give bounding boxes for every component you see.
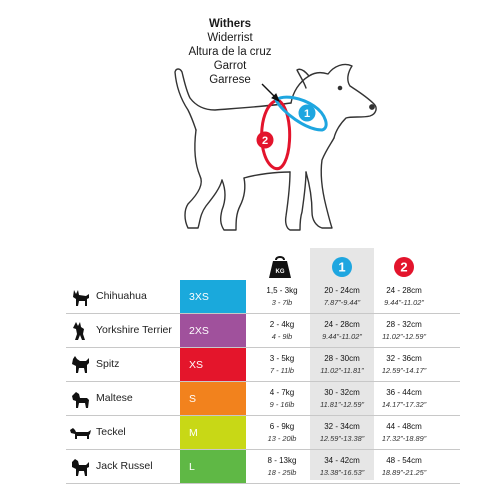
chest-cell: 32 - 36cm 12.59”-14.17” (381, 354, 427, 375)
marker-2 (257, 132, 274, 149)
neck-cell: 28 - 30cm 11.02”-11.81” (320, 354, 364, 375)
row-divider (66, 483, 460, 484)
chest-marker-icon (391, 254, 417, 280)
svg-text:2: 2 (400, 259, 408, 275)
breed-name: Chihuahua (96, 290, 147, 302)
dog-outline (175, 64, 376, 230)
size-badge: M (180, 416, 246, 450)
neck-marker-icon (329, 254, 355, 280)
breed-name: Teckel (96, 426, 126, 438)
size-badge: L (180, 450, 246, 484)
marker-1 (299, 105, 316, 122)
breed-name: Yorkshire Terrier (96, 324, 172, 336)
chest-cell: 36 - 44cm 14.17”-17.32” (381, 388, 427, 409)
svg-text:2: 2 (261, 135, 269, 147)
size-badge: S (180, 382, 246, 416)
teckel-icon (68, 422, 92, 444)
table-row (0, 416, 500, 450)
neck-cell: 30 - 32cm 11.81”-12.59” (320, 388, 364, 409)
weight-cell: 8 - 13kg 18 - 25lb (267, 456, 297, 477)
chest-cell: 24 - 28cm 9.44”-11.02” (384, 286, 424, 307)
weight-cell: 2 - 4kg 4 - 9lb (269, 320, 295, 341)
svg-text:KG: KG (275, 269, 285, 275)
breed-name: Maltese (96, 392, 133, 404)
weight-icon (267, 254, 293, 280)
weight-cell: 4 - 7kg 9 - 16lb (269, 388, 295, 409)
withers-translation: Altura de la cruz (188, 46, 272, 58)
chest-cell: 44 - 48cm 17.32”-18.89” (381, 422, 427, 443)
size-badge: XS (180, 348, 246, 382)
svg-text:1: 1 (338, 259, 346, 275)
table-row (0, 382, 500, 416)
chihuahua-icon (68, 286, 92, 308)
yorkshire-terrier-icon (68, 320, 92, 342)
withers-translation: Widerrist (207, 32, 253, 44)
size-badge: 2XS (180, 314, 246, 348)
weight-cell: 3 - 5kg 7 - 11lb (269, 354, 295, 375)
breed-name: Spitz (96, 358, 120, 370)
weight-cell: 1,5 - 3kg 3 - 7lb (266, 286, 298, 307)
chest-cell: 28 - 32cm 11.02”-12.59” (382, 320, 426, 341)
table-row (0, 450, 500, 484)
withers-translation: Garrese (209, 74, 251, 86)
spitz-icon (68, 354, 92, 376)
table-row (0, 348, 500, 382)
withers-label (160, 17, 300, 87)
neck-cell: 34 - 42cm 13.38”-16.53” (319, 456, 365, 477)
weight-cell: 6 - 9kg 13 - 20lb (267, 422, 297, 443)
chest-cell: 48 - 54cm 18.89”-21.25” (381, 456, 427, 477)
neck-cell: 24 - 28cm 9.44”-11.02” (322, 320, 362, 341)
breed-name: Jack Russel (96, 460, 153, 472)
table-row (0, 280, 500, 314)
jack-russel-icon (68, 456, 92, 478)
table-row (0, 314, 500, 348)
size-badge: 3XS (180, 280, 246, 314)
neck-cell: 32 - 34cm 12.59”-13.38” (319, 422, 365, 443)
neck-cell: 20 - 24cm 7.87”-9.44” (323, 286, 361, 307)
svg-text:1: 1 (303, 108, 311, 120)
withers-title: Withers (208, 18, 252, 30)
withers-translation: Garrot (213, 60, 247, 72)
maltese-icon (68, 388, 92, 410)
